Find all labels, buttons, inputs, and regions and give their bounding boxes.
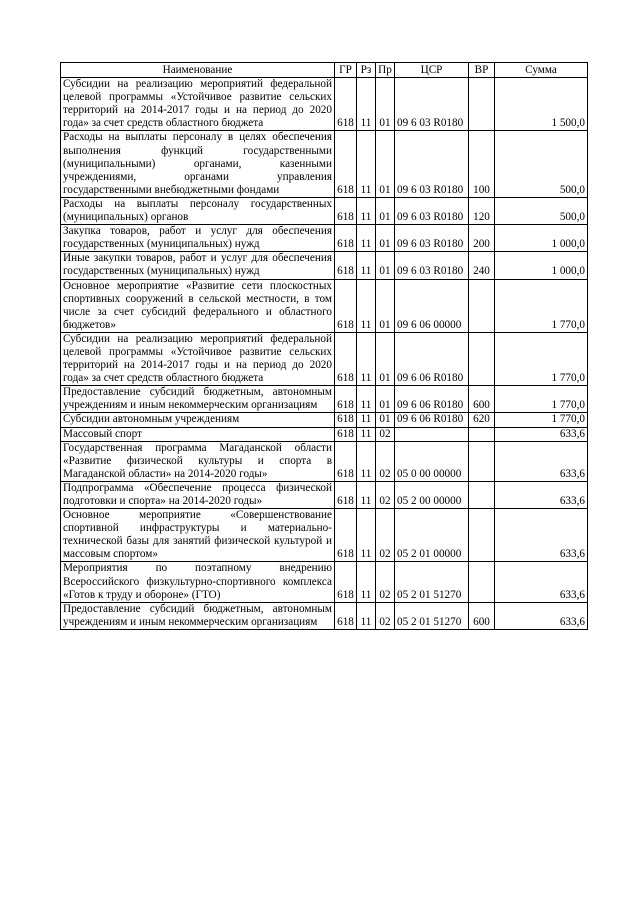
table-row: [61, 413, 588, 427]
row-rz: 11: [357, 562, 376, 602]
row-gr: 618: [335, 279, 357, 332]
row-csr: 05 2 01 51270: [395, 602, 469, 629]
row-vr: 600: [469, 602, 495, 629]
row-gr: 618: [335, 481, 357, 508]
row-sum: 633,6: [495, 602, 588, 629]
row-rz: 11: [357, 441, 376, 481]
table-row: [61, 509, 588, 562]
row-gr: 618: [335, 78, 357, 131]
row-name: Государственная программа Магаданской области «Развитие физической культуры и спорта в Магаданской области» на 2014-2020 годы»: [61, 441, 335, 481]
row-name: Расходы на выплаты персоналу государственных (муниципальных) органов: [61, 197, 335, 224]
row-gr: 618: [335, 509, 357, 562]
table-row: [61, 481, 588, 508]
row-pr: 02: [376, 441, 395, 481]
row-gr: 618: [335, 131, 357, 197]
document-page: [60, 62, 587, 630]
table-row: [61, 225, 588, 252]
row-rz: 11: [357, 252, 376, 279]
row-csr: [395, 427, 469, 441]
row-rz: 11: [357, 225, 376, 252]
table-row: [61, 279, 588, 332]
row-sum: 500,0: [495, 197, 588, 224]
table-row: [61, 197, 588, 224]
row-sum: 633,6: [495, 427, 588, 441]
row-name: Субсидии на реализацию мероприятий федеральной целевой программы «Устойчивое развитие сельских территорий на 2014-2017 годы и на период до 2020 года» за счет средств областного бюджета: [61, 332, 335, 385]
row-pr: 02: [376, 602, 395, 629]
row-rz: 11: [357, 509, 376, 562]
row-rz: 11: [357, 602, 376, 629]
row-csr: 05 0 00 00000: [395, 441, 469, 481]
row-csr: 09 6 03 R0180: [395, 225, 469, 252]
row-vr: 120: [469, 197, 495, 224]
row-csr: 09 6 03 R0180: [395, 197, 469, 224]
row-pr: 02: [376, 509, 395, 562]
row-gr: 618: [335, 252, 357, 279]
row-rz: 11: [357, 197, 376, 224]
row-csr: 09 6 06 R0180: [395, 386, 469, 413]
row-vr: [469, 427, 495, 441]
row-vr: [469, 481, 495, 508]
row-vr: 200: [469, 225, 495, 252]
table-row: [61, 441, 588, 481]
row-gr: 618: [335, 225, 357, 252]
header-gr: ГР: [335, 63, 357, 78]
row-csr: 09 6 06 00000: [395, 279, 469, 332]
row-vr: 240: [469, 252, 495, 279]
table-row: [61, 78, 588, 131]
row-sum: 1 770,0: [495, 386, 588, 413]
row-csr: 05 2 01 00000: [395, 509, 469, 562]
row-sum: 633,6: [495, 562, 588, 602]
row-rz: 11: [357, 427, 376, 441]
row-csr: 09 6 06 R0180: [395, 413, 469, 427]
row-rz: 11: [357, 481, 376, 508]
row-rz: 11: [357, 279, 376, 332]
row-gr: 618: [335, 562, 357, 602]
row-name: Закупка товаров, работ и услуг для обеспечения государственных (муниципальных) нужд: [61, 225, 335, 252]
row-sum: 633,6: [495, 509, 588, 562]
table-row: [61, 332, 588, 385]
row-name: Иные закупки товаров, работ и услуг для обеспечения государственных (муниципальных) нужд: [61, 252, 335, 279]
table-row: [61, 131, 588, 197]
row-csr: 09 6 03 R0180: [395, 252, 469, 279]
row-name: Основное мероприятие «Развитие сети плоскостных спортивных сооружений в сельской местности, в том числе за счет субсидий федерального и областного бюджетов»: [61, 279, 335, 332]
row-gr: 618: [335, 197, 357, 224]
row-name: Массовый спорт: [61, 427, 335, 441]
header-vr: ВР: [469, 63, 495, 78]
row-sum: 500,0: [495, 131, 588, 197]
row-name: Подпрограмма «Обеспечение процесса физической подготовки и спорта» на 2014-2020 годы»: [61, 481, 335, 508]
row-gr: 618: [335, 386, 357, 413]
header-pr: Пр: [376, 63, 395, 78]
header-csr: ЦСР: [395, 63, 469, 78]
row-sum: 1 770,0: [495, 279, 588, 332]
row-pr: 01: [376, 225, 395, 252]
row-sum: 1 500,0: [495, 78, 588, 131]
table-row: [61, 562, 588, 602]
row-vr: [469, 441, 495, 481]
header-sum: Сумма: [495, 63, 588, 78]
row-pr: 01: [376, 78, 395, 131]
row-vr: [469, 332, 495, 385]
row-vr: [469, 509, 495, 562]
row-pr: 02: [376, 427, 395, 441]
row-gr: 618: [335, 602, 357, 629]
row-csr: 09 6 06 R0180: [395, 332, 469, 385]
table-row: [61, 386, 588, 413]
header-name: Наименование: [61, 63, 335, 78]
row-csr: 05 2 00 00000: [395, 481, 469, 508]
row-pr: 01: [376, 279, 395, 332]
row-sum: 1 000,0: [495, 252, 588, 279]
row-rz: 11: [357, 413, 376, 427]
row-name: Расходы на выплаты персоналу в целях обеспечения выполнения функций государственными (муниципальными) органами, казенными учреждениями, органами управления государственными внебюджетными фондами: [61, 131, 335, 197]
row-pr: 01: [376, 252, 395, 279]
row-gr: 618: [335, 427, 357, 441]
row-sum: 633,6: [495, 441, 588, 481]
row-sum: 1 770,0: [495, 413, 588, 427]
row-vr: [469, 78, 495, 131]
row-pr: 01: [376, 386, 395, 413]
row-gr: 618: [335, 413, 357, 427]
row-vr: 100: [469, 131, 495, 197]
row-pr: 02: [376, 481, 395, 508]
row-name: Субсидии автономным учреждениям: [61, 413, 335, 427]
row-vr: 600: [469, 386, 495, 413]
row-name: Мероприятия по поэтапному внедрению Всероссийского физкультурно-спортивного комплекса «Готов к труду и обороне» (ГТО): [61, 562, 335, 602]
header-rz: Рз: [357, 63, 376, 78]
row-csr: 09 6 03 R0180: [395, 78, 469, 131]
table-row: [61, 252, 588, 279]
row-vr: [469, 562, 495, 602]
row-rz: 11: [357, 386, 376, 413]
row-sum: 1 000,0: [495, 225, 588, 252]
budget-table: [60, 62, 588, 630]
row-pr: 02: [376, 562, 395, 602]
table-row: [61, 602, 588, 629]
row-rz: 11: [357, 332, 376, 385]
row-pr: 01: [376, 197, 395, 224]
row-pr: 01: [376, 131, 395, 197]
row-gr: 618: [335, 441, 357, 481]
table-row: [61, 427, 588, 441]
table-header-row: [61, 63, 588, 78]
row-sum: 633,6: [495, 481, 588, 508]
row-name: Предоставление субсидий бюджетным, автономным учреждениям и иным некоммерческим организациям: [61, 386, 335, 413]
row-vr: [469, 279, 495, 332]
row-rz: 11: [357, 131, 376, 197]
row-pr: 01: [376, 413, 395, 427]
row-name: Предоставление субсидий бюджетным, автономным учреждениям и иным некоммерческим организациям: [61, 602, 335, 629]
row-vr: 620: [469, 413, 495, 427]
row-name: Субсидии на реализацию мероприятий федеральной целевой программы «Устойчивое развитие сельских территорий на 2014-2017 годы и на период до 2020 года» за счет средств областного бюджета: [61, 78, 335, 131]
row-pr: 01: [376, 332, 395, 385]
row-csr: 09 6 03 R0180: [395, 131, 469, 197]
row-rz: 11: [357, 78, 376, 131]
row-name: Основное мероприятие «Совершенствование спортивной инфраструктуры и материально-технической базы для занятий физической культурой и массовым спортом»: [61, 509, 335, 562]
row-csr: 05 2 01 51270: [395, 562, 469, 602]
row-gr: 618: [335, 332, 357, 385]
row-sum: 1 770,0: [495, 332, 588, 385]
